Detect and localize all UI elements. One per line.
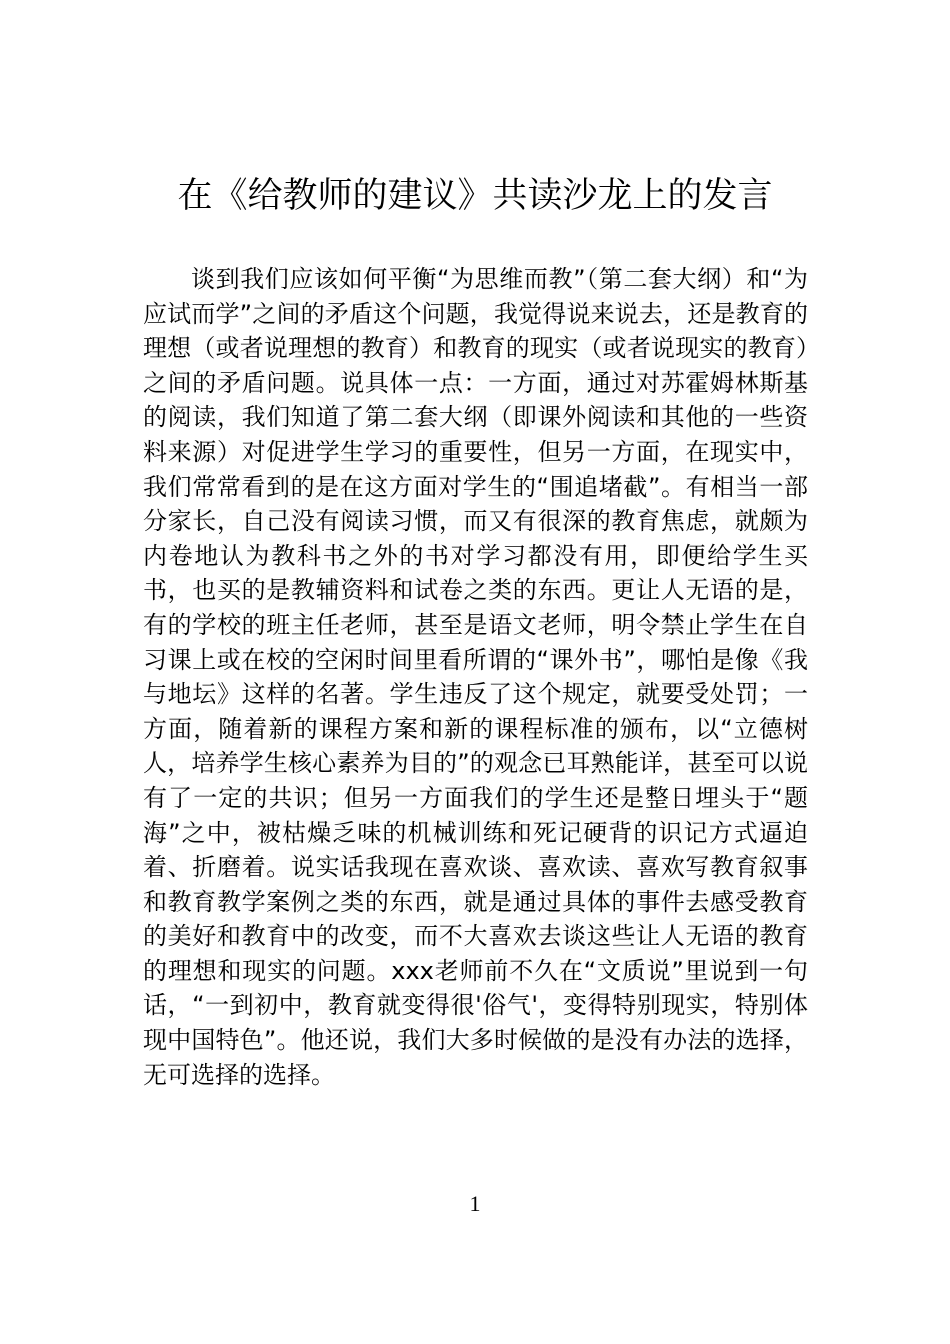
- document-title: 在《给教师的建议》共读沙龙上的发言: [177, 176, 773, 216]
- page-number: 1: [469, 1191, 481, 1216]
- body-paragraph: 谈到我们应该如何平衡“为思维而教”（第二套大纲）和“为应试而学”之间的矛盾这个问题，我觉得说来说去，还是教育的理想（或者说理想的教育）和教育的现实（或者说现实的教育）之间的矛盾问题。说具体一点：一方面，通过对苏霍姆林斯基的阅读，我们知道了第二套大纲（即课外阅读和其他的一些资料来源）对促进学生学习的重要性，但另一方面，在现实中，我们常常看到的是在这方面对学生的“围追堵截”。有相当一部分家长，自己没有阅读习惯，而又有很深的教育焦虑，就颇为内卷地认为教科书之外的书对学习都没有用，即便给学生买书，也买的是教辅资料和试卷之类的东西。更让人无语的是，有的学校的班主任老师，甚至是语文老师，明令禁止学生在自习课上或在校的空闲时间里看所谓的“课外书”，哪怕是像《我与地坛》这样的名著。学生违反了这个规定，就要受处罚；一方面，随着新的课程方案和新的课程标准的颁布，以“立德树人，培养学生核心素养为目的”的观念已耳熟能详，甚至可以说有了一定的共识；但另一方面我们的学生还是整日埋头于“题海”之中，被枯燥乏味的机械训练和死记硬背的识记方式逼迫着、折磨着。说实话我现在喜欢谈、喜欢读、喜欢写教育叙事和教育教学案例之类的东西，就是通过具体的事件去感受教育的美好和教育中的改变，而不大喜欢去谈这些让人无语的教育的理想和现实的问题。xxx老师前不久在“文质说”里说到一句话，“一到初中，教育就变得很'俗气'，变得特别现实，特别体现中国特色”。他还说，我们大多时候做的是没有办法的选择，无可选择的选择。: [143, 265, 808, 1089]
